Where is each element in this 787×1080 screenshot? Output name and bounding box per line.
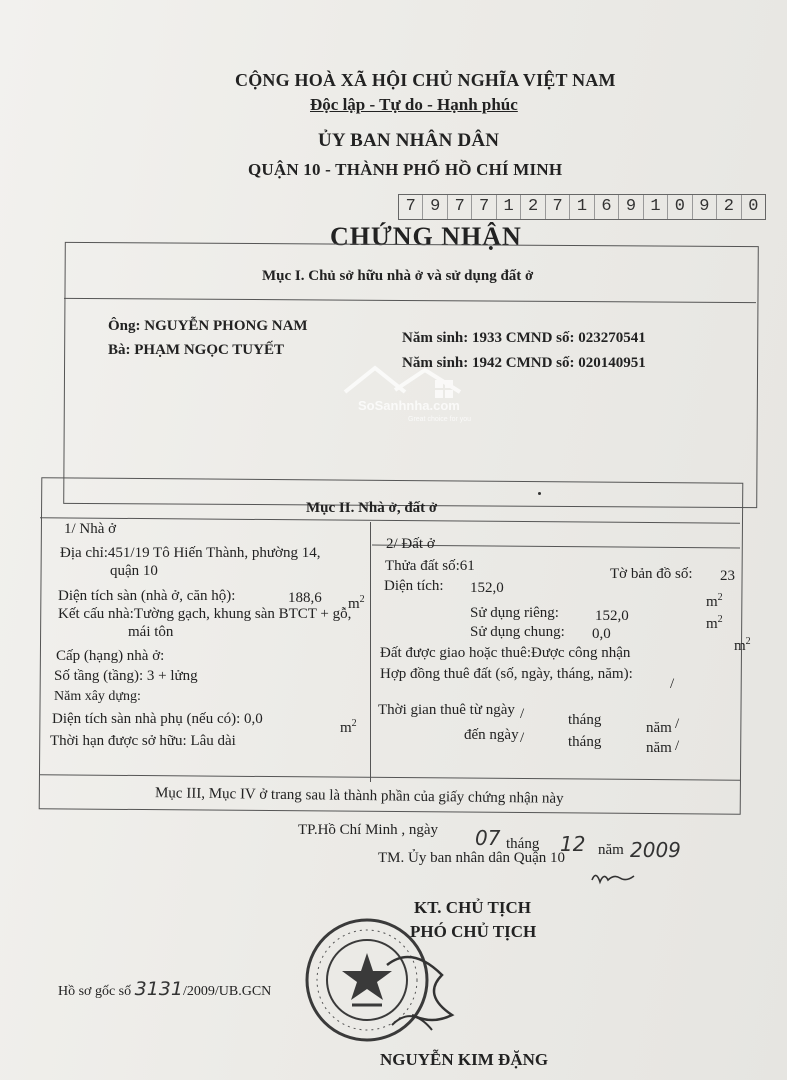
signing-month: 12 [560,832,586,856]
owner1-name: Ông: NGUYỄN PHONG NAM [108,318,308,334]
serial-digit: 9 [423,195,447,219]
serial-digit: 7 [546,195,570,219]
land-area-label: Diện tích: [384,578,444,594]
address-label: Địa chỉ: [60,545,108,561]
serial-digit: 2 [717,195,741,219]
district-name: QUẬN 10 - THÀNH PHỐ HỒ CHÍ MINH [248,160,563,179]
shared-use-unit: m [734,638,746,654]
lease-to-month: tháng [568,734,602,750]
house-title: 1/ Nhà ở [64,521,117,537]
floor-area-label: Diện tích sàn (nhà ở, căn hộ): [58,588,236,604]
section2-column-divider [370,522,371,782]
land-allocation: Đất được giao hoặc thuê:Được công nhận [380,645,631,661]
serial-digit: 7 [472,195,496,219]
floor-area-value: 188,6 [288,590,322,606]
lease-from-label: Thời gian thuê từ ngày [378,702,515,718]
country-name: CỘNG HOÀ XÃ HỘI CHỦ NGHĨA VIỆT NAM [235,70,616,90]
lease-from-slash: / [520,706,525,722]
lease-to-label: đến ngày [464,727,519,743]
parcel-number: Thửa đất số:61 [385,558,475,574]
aux-area-unit-sup: 2 [351,718,357,729]
lease-from-month: tháng [568,712,602,728]
serial-digit: 6 [595,195,619,219]
private-use-unit: m [706,616,718,632]
floor-area-unit: m [348,596,360,612]
watermark-tagline: Great choice for you [408,416,472,423]
certificate-title: CHỨNG NHẬN [330,222,522,251]
shared-use-label: Sử dụng chung: [470,624,565,640]
structure-value-line2: mái tôn [128,624,174,640]
signer-role-1: KT. CHỦ TỊCH [414,898,531,917]
serial-digit: 2 [521,195,545,219]
serial-digit: 9 [619,195,643,219]
lease-contract-value: / [670,676,675,692]
serial-digit: 0 [748,197,759,216]
lease-to-year: năm [646,740,672,756]
address-value-line2: quận 10 [110,563,158,579]
structure-value: Tường gạch, khung sàn BTCT + gỗ, [133,606,352,622]
place-date-label: TP.Hồ Chí Minh , ngày [298,822,439,838]
map-sheet-label: Tờ bản đồ số: [610,566,693,582]
owner2-info: Năm sinh: 1942 CMND số: 020140951 [402,355,646,371]
owner1-info: Năm sinh: 1933 CMND số: 023270541 [402,330,646,346]
record-number: 3131 [134,978,183,1000]
initials-icon [590,868,638,888]
serial-number [398,194,766,220]
lease-from-year: năm [646,720,672,736]
signing-month-label: tháng [506,836,540,852]
floor-count: Số tầng (tầng): 3 + lửng [54,668,198,684]
structure-label: Kết cấu nhà: [58,606,134,622]
aux-area: Diện tích sàn nhà phụ (nếu có): 0,0 [52,711,263,727]
shared-use-value: 0,0 [592,626,611,642]
land-area-unit-sup: 2 [717,592,723,603]
lease-to-slash: / [520,730,525,746]
private-use-value: 152,0 [595,608,629,624]
shared-use-unit-sup: 2 [745,636,751,647]
watermark-brand: SoSanhnha.com [358,398,460,413]
signing-year-label: năm [598,842,624,858]
on-behalf-label: TM. Ủy ban nhân dân Quận 10 [378,850,566,866]
aux-area-unit: m [340,720,352,736]
section2-heading: Mục II. Nhà ở, đất ở [306,500,438,516]
lease-contract-label: Hợp đồng thuê đất (số, ngày, tháng, năm): [380,666,633,682]
serial-digit: 0 [668,195,692,219]
serial-digit: 7 [448,195,472,219]
house-grade: Cấp (hạng) nhà ở: [56,648,165,664]
map-sheet-value: 23 [720,568,735,584]
owner2-name: Bà: PHẠM NGỌC TUYẾT [108,342,284,358]
serial-digit: 7 [399,195,423,219]
land-area-unit: m [706,594,718,610]
signing-day: 07 [475,826,501,850]
lease-from-year-slash: / [675,716,680,732]
signing-year: 2009 [630,838,681,862]
serial-digit: 1 [570,195,594,219]
authority-name: ỦY BAN NHÂN DÂN [318,130,500,151]
signer-role-2: PHÓ CHỦ TỊCH [410,922,537,941]
watermark-logo [340,360,470,425]
record-suffix: /2009/UB.GCN [182,984,272,999]
footer-note: Mục III, Mục IV ở trang sau là thành phần của giấy chứng nhận này [154,785,564,807]
floor-area-unit-sup: 2 [359,594,365,605]
land-title: 2/ Đất ở [386,536,435,552]
lease-to-year-slash: / [675,738,680,754]
record-label: Hồ sơ gốc số [58,984,132,999]
private-use-label: Sử dụng riêng: [470,605,559,621]
serial-digit: 1 [644,195,668,219]
serial-digit: 9 [693,195,717,219]
section1-heading: Mục I. Chủ sở hữu nhà ở và sử dụng đất ở [262,268,534,284]
address-value: 451/19 Tô Hiến Thành, phường 14, [107,545,321,561]
ink-dot [538,492,541,495]
land-area-value: 152,0 [470,580,504,596]
year-built: Năm xây dựng: [54,689,141,704]
serial-digit: 1 [497,195,521,219]
signer-name: NGUYỄN KIM ĐẶNG [380,1050,549,1069]
ownership-term: Thời hạn được sở hữu: Lâu dài [50,733,236,749]
official-seal-icon [292,905,462,1055]
national-motto: Độc lập - Tự do - Hạnh phúc [310,95,518,114]
private-use-unit-sup: 2 [717,614,723,625]
